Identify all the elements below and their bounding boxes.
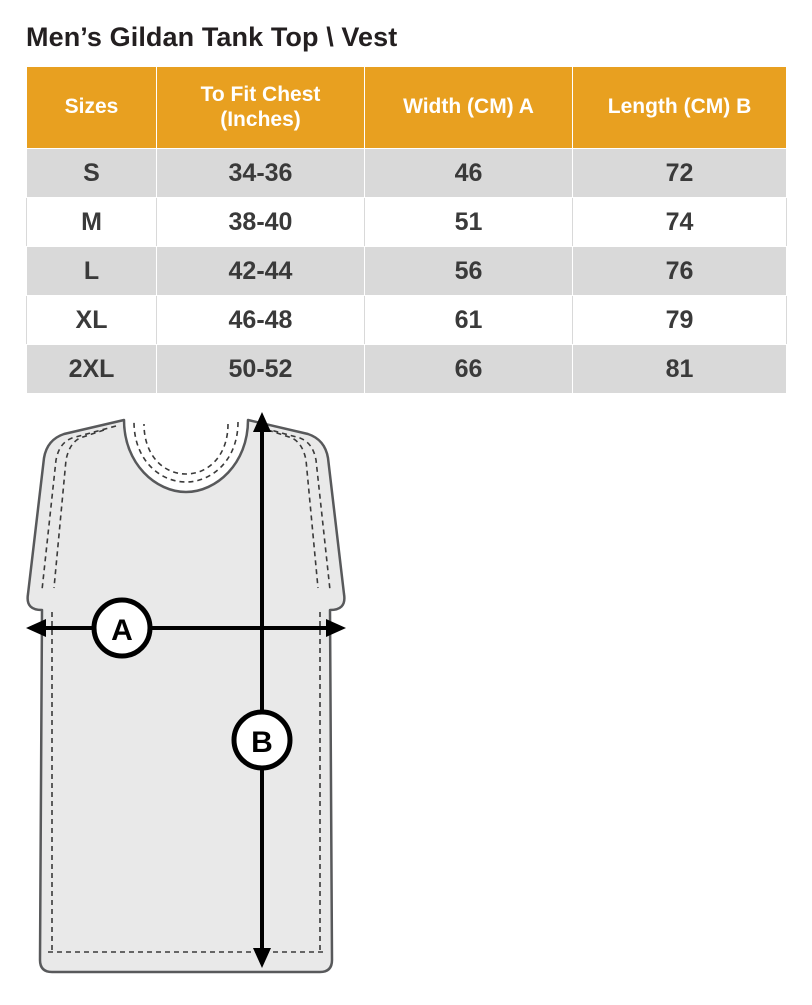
cell-size: L <box>27 247 157 296</box>
column-header-chest: To Fit Chest (Inches) <box>157 67 365 149</box>
cell-size: XL <box>27 296 157 345</box>
cell-length: 81 <box>573 345 787 394</box>
page-title: Men’s Gildan Tank Top \ Vest <box>26 22 398 52</box>
table-row <box>27 296 787 345</box>
size-table <box>26 66 787 394</box>
cell-length: 74 <box>573 198 787 247</box>
cell-chest: 46-48 <box>157 296 365 345</box>
cell-width: 51 <box>365 198 573 247</box>
table-row <box>27 198 787 247</box>
cell-size: 2XL <box>27 345 157 394</box>
cell-chest: 42-44 <box>157 247 365 296</box>
cell-width: 66 <box>365 345 573 394</box>
width-marker-badge <box>94 600 150 656</box>
table-body <box>27 149 787 394</box>
table-header-row <box>27 67 787 149</box>
column-header-width: Width (CM) A <box>365 67 573 149</box>
length-marker-label: B <box>251 726 273 759</box>
cell-chest: 34-36 <box>157 149 365 198</box>
cell-width: 56 <box>365 247 573 296</box>
column-header-sizes: Sizes <box>27 67 157 149</box>
cell-width: 46 <box>365 149 573 198</box>
cell-size: S <box>27 149 157 198</box>
tank-top-outline <box>28 420 345 972</box>
cell-chest: 50-52 <box>157 345 365 394</box>
column-header-length: Length (CM) B <box>573 67 787 149</box>
table-row <box>27 247 787 296</box>
table-row <box>27 345 787 394</box>
cell-length: 76 <box>573 247 787 296</box>
length-marker-badge <box>234 712 290 768</box>
table-header <box>27 67 787 149</box>
cell-width: 61 <box>365 296 573 345</box>
cell-size: M <box>27 198 157 247</box>
cell-chest: 38-40 <box>157 198 365 247</box>
width-marker-label: A <box>111 614 133 647</box>
cell-length: 72 <box>573 149 787 198</box>
garment-diagram <box>0 412 812 1000</box>
cell-length: 79 <box>573 296 787 345</box>
table-row <box>27 149 787 198</box>
